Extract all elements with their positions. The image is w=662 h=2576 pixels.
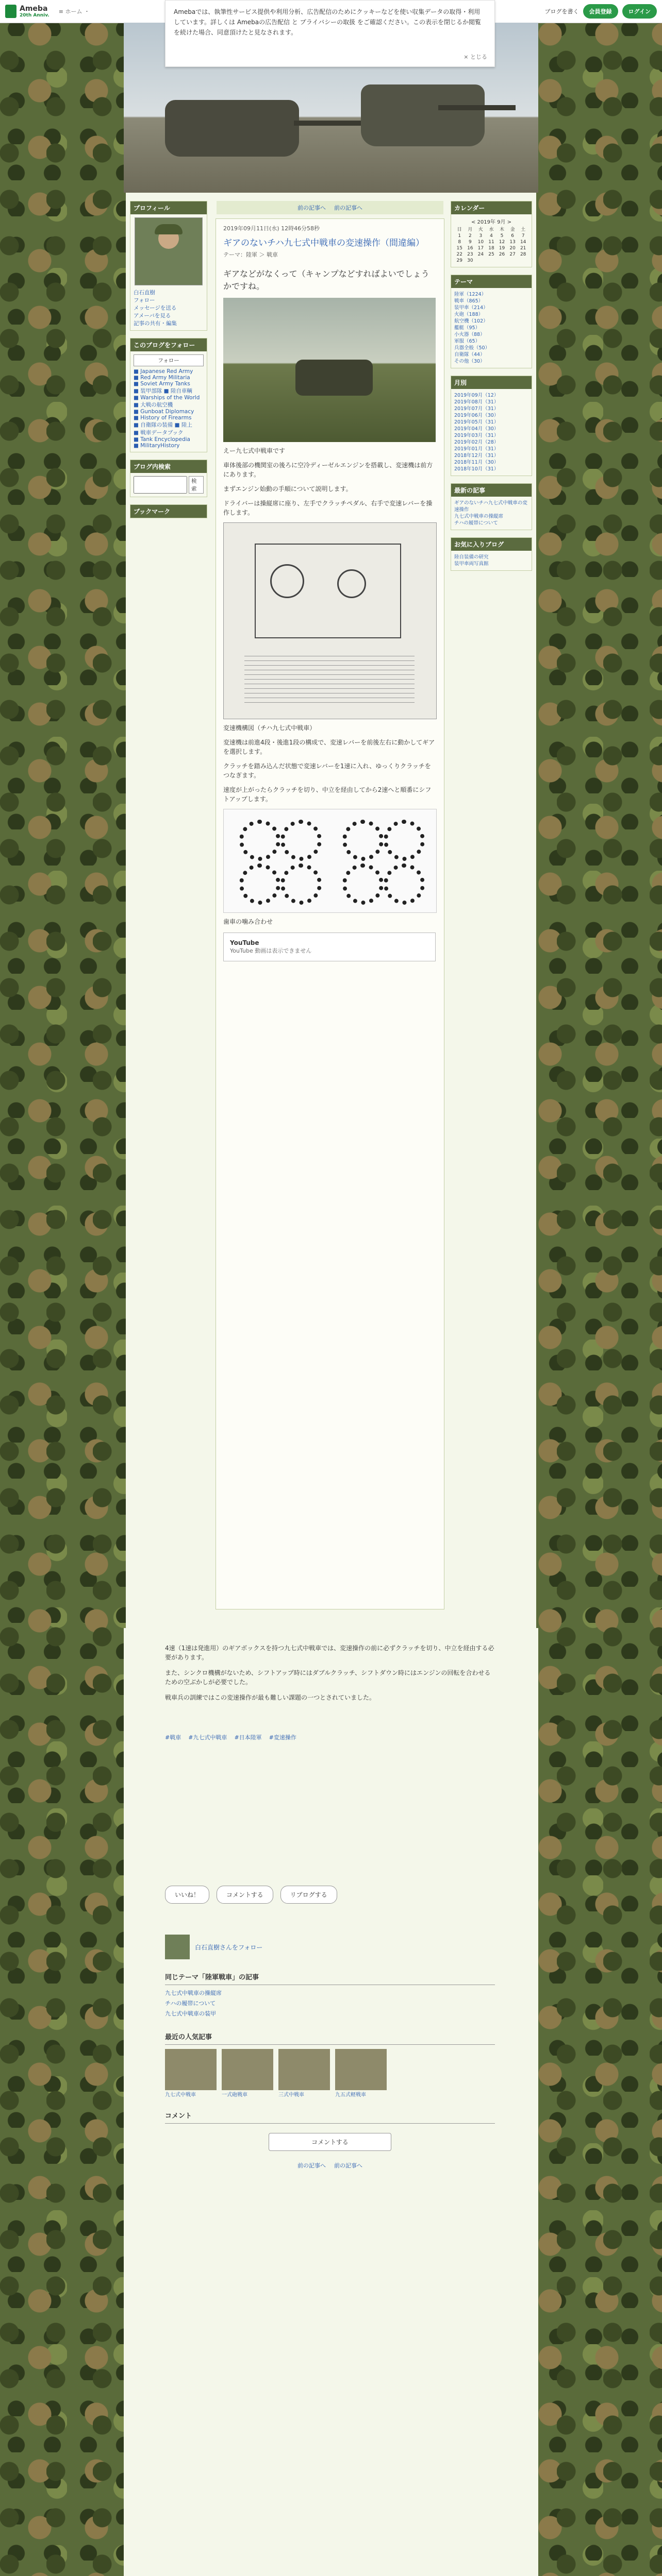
- calendar-day[interactable]: 6: [511, 233, 514, 239]
- reblog-button[interactable]: リブログする: [280, 1886, 337, 1904]
- calendar-day[interactable]: 1: [458, 233, 461, 239]
- search-box: [130, 460, 207, 497]
- article-paragraph: 速度が上がったらクラッチを切り、中立を経由してから2速へと順番にシフトアップします。: [223, 786, 432, 803]
- comment-heading: コメント: [165, 2107, 495, 2124]
- theme-item[interactable]: 自衛隊（44）: [454, 352, 485, 358]
- calendar-day[interactable]: [507, 258, 518, 264]
- calendar-weekday: 水: [489, 227, 494, 232]
- author-follow: [165, 1935, 495, 1959]
- recent-item[interactable]: ギアのないチハ九七式中戦車の変速操作: [454, 500, 527, 513]
- article-nav-top: [217, 201, 443, 214]
- article: [216, 218, 444, 1609]
- gear-icon: [384, 863, 425, 905]
- gearbox-legend: [244, 652, 415, 703]
- thumb-image: [165, 2049, 217, 2090]
- theme-item[interactable]: 装甲車（214）: [454, 305, 488, 311]
- archive-item[interactable]: 2019年02月（28）: [454, 439, 499, 445]
- youtube-label: YouTube: [230, 939, 259, 946]
- prev-article-link[interactable]: 前の記事へ: [297, 205, 326, 211]
- tank-photo: [223, 298, 436, 442]
- profile-name[interactable]: 白石直樹: [134, 290, 155, 296]
- archive-heading: 月別: [451, 376, 532, 389]
- archive-item[interactable]: 2019年06月（30）: [454, 413, 499, 418]
- archive-item[interactable]: 2019年07月（31）: [454, 406, 499, 412]
- calendar-weekday: 月: [468, 227, 473, 232]
- gearbox-gear: [270, 564, 304, 598]
- calendar-day[interactable]: 27: [509, 252, 516, 257]
- thumb-image: [278, 2049, 330, 2090]
- follow-item[interactable]: ■ History of Firearms: [134, 415, 192, 421]
- calendar-day[interactable]: 16: [467, 246, 473, 251]
- like-button[interactable]: いいね！: [165, 1886, 209, 1904]
- prev-article-link[interactable]: 前の記事へ: [297, 2162, 326, 2169]
- theme-item[interactable]: 航空機（102）: [454, 318, 488, 324]
- calendar-day[interactable]: 4: [490, 233, 493, 239]
- gear-icon: [280, 863, 322, 905]
- profile-box: [130, 201, 207, 331]
- gear-icon: [239, 863, 280, 905]
- follow-item[interactable]: ■ 装甲部隊 ■ 陸自車輌: [134, 388, 192, 394]
- calendar-day[interactable]: 23: [467, 252, 473, 257]
- calendar-day[interactable]: 9: [468, 240, 472, 245]
- gearbox-diagram: [223, 522, 437, 719]
- thumb-caption: 一式砲戦車: [222, 2092, 247, 2098]
- calendar-day[interactable]: 21: [520, 246, 526, 251]
- calendar-day[interactable]: 8: [458, 240, 461, 245]
- calendar-day[interactable]: 25: [488, 252, 494, 257]
- calendar-day[interactable]: 19: [499, 246, 505, 251]
- related-heading: 同じテーマ「陸軍戦車」の記事: [165, 1969, 495, 1985]
- author-avatar[interactable]: [165, 1935, 190, 1959]
- article-title[interactable]: ギアのないチハ九七式中戦車の変速操作（間違編）: [223, 238, 424, 248]
- calendar-day[interactable]: 13: [509, 240, 516, 245]
- tag-link[interactable]: #変速操作: [269, 1734, 296, 1741]
- bookmark-heading: ブックマーク: [130, 505, 207, 518]
- archive-item[interactable]: 2019年09月（12）: [454, 393, 499, 398]
- article-paragraph: 変速機は前進4段・後進1段の構成で、変速レバーを前後左右に動かしてギアを選択します。: [223, 739, 435, 755]
- search-button[interactable]: 検索: [189, 476, 204, 494]
- follow-heading: このブログをフォロー: [130, 338, 207, 351]
- profile-link-message[interactable]: メッセージを送る: [134, 305, 177, 311]
- tank-photo-body: [295, 360, 373, 396]
- login-button[interactable]: ログイン: [622, 4, 657, 19]
- calendar-day[interactable]: [486, 258, 497, 264]
- archive-item[interactable]: 2019年05月（31）: [454, 419, 499, 425]
- tag-list: [165, 1733, 495, 1741]
- article-paragraph: クラッチを踏み込んだ状態で変速レバーを1速に入れ、ゆっくりクラッチをつなぎます。: [223, 762, 431, 779]
- calendar-day[interactable]: 2: [468, 233, 472, 239]
- cookie-notice-text: Amebaでは、執筆性サービス提供や利用分析、広告配信のためにクッキーなどを使い収集データの取得・利用しています。詳しくは Amebaの広告配信 と プライバシーの取扱 をご確認ください。この表示を閉じるか閲覧を続けた場合、同意頂けたと見なされます。: [174, 8, 481, 36]
- gear-icon: [280, 820, 322, 861]
- calendar-box: [451, 201, 532, 267]
- calendar-day[interactable]: 7: [521, 233, 525, 239]
- calendar-day[interactable]: 29: [456, 258, 462, 263]
- follow-item[interactable]: ■ Tank Encyclopedia: [134, 436, 190, 443]
- next-article-link[interactable]: 前の記事へ: [334, 2162, 362, 2169]
- popular-thumbs: [165, 2049, 495, 2098]
- brand-name: Ameba: [20, 5, 48, 13]
- lower-paragraph: また、シンクロ機構がないため、シフトアップ時にはダブルクラッチ、シフトダウン時にはエンジンの回転を合わせるための空ぶかしが必要でした。: [165, 1669, 491, 1686]
- create-blog-link[interactable]: ブログを書く: [544, 8, 579, 15]
- recent-item[interactable]: 九七式中戦車の操縦席: [454, 514, 504, 519]
- related-item[interactable]: 九七式中戦車の操縦席: [165, 1990, 222, 1996]
- follow-item[interactable]: ■ Gunboat Diplomacy: [134, 409, 194, 415]
- theme-item[interactable]: 陸軍（1224）: [454, 292, 487, 297]
- archive-item[interactable]: 2019年01月（31）: [454, 446, 499, 452]
- related-item[interactable]: 九七式中戦車の装甲: [165, 2010, 216, 2017]
- avatar[interactable]: [135, 217, 203, 285]
- recent-item[interactable]: チハの履帯について: [454, 520, 498, 526]
- calendar-day[interactable]: [518, 258, 528, 264]
- favorite-item[interactable]: 陸自装備の研究: [454, 554, 489, 560]
- related-item[interactable]: チハの履帯について: [165, 2000, 216, 2007]
- tag-link[interactable]: #日本陸軍: [234, 1734, 262, 1741]
- lower-section: [124, 1628, 538, 2576]
- favorite-item[interactable]: 装甲車両写真館: [454, 561, 489, 567]
- youtube-sub: YouTube 動画は表示できません: [230, 947, 312, 954]
- calendar-weekday: 金: [510, 227, 515, 232]
- calendar-day[interactable]: 3: [479, 233, 483, 239]
- gear-icon: [342, 820, 384, 861]
- follow-button[interactable]: フォロー: [134, 354, 204, 366]
- follow-box: [130, 338, 207, 452]
- gears-caption: 歯車の噛み合わせ: [223, 918, 273, 925]
- theme-item[interactable]: 兵器全般（50）: [454, 345, 490, 351]
- ameba-logo[interactable]: [5, 5, 49, 18]
- calendar-month[interactable]: < 2019年 9月 >: [471, 219, 512, 225]
- cookie-notice: [165, 0, 495, 67]
- follow-item[interactable]: ■ Warships of the World: [134, 395, 200, 401]
- photo-caption: えー九七式中戦車です: [223, 447, 286, 454]
- follow-item[interactable]: ■ Soviet Army Tanks: [134, 381, 190, 387]
- recent-box: [451, 483, 532, 530]
- archive-box: [451, 376, 532, 476]
- calendar-day[interactable]: [496, 258, 507, 264]
- follow-item[interactable]: ■ Red Army Militaria: [134, 375, 190, 381]
- calendar-table: [454, 225, 528, 264]
- calendar-heading: カレンダー: [451, 201, 532, 214]
- article-paragraph: 車体後部の機関室の後ろに空冷ディーゼルエンジンを搭載し、変速機は前方にあります。: [223, 462, 433, 478]
- calendar-weekday: 土: [521, 227, 526, 232]
- popular-thumb[interactable]: [335, 2049, 387, 2098]
- thumb-caption: 九五式軽戦車: [335, 2092, 366, 2098]
- calendar-day[interactable]: 18: [488, 246, 494, 251]
- thumb-image: [222, 2049, 273, 2090]
- follow-item[interactable]: ■ 大戦の航空機: [134, 402, 173, 408]
- gears-figure: [223, 809, 437, 913]
- youtube-embed[interactable]: [223, 933, 436, 961]
- calendar-day[interactable]: 30: [467, 258, 473, 263]
- calendar-day[interactable]: 11: [488, 240, 494, 245]
- profile-stats[interactable]: 記事の共有・編集: [134, 320, 177, 327]
- article-paragraph: ドライバーは操縦席に座り、左手でクラッチペダル、右手で変速レバーを操作します。: [223, 500, 433, 516]
- archive-item[interactable]: 2019年08月（31）: [454, 399, 499, 405]
- gear-icon: [384, 820, 425, 861]
- search-heading: ブログ内検索: [130, 460, 207, 473]
- avatar-helmet: [155, 224, 183, 234]
- thumb-image: [335, 2049, 387, 2090]
- calendar-weekday: 日: [457, 227, 462, 232]
- gear-icon: [342, 863, 384, 905]
- calendar-weekday: 火: [478, 227, 483, 232]
- cookie-notice-close[interactable]: × とじる: [464, 54, 487, 60]
- profile-link-follow[interactable]: フォロー: [134, 297, 155, 303]
- gearbox-gear: [337, 569, 366, 598]
- bookmark-box: [130, 504, 207, 518]
- theme-item[interactable]: 火砲（188）: [454, 312, 484, 317]
- popular-thumb[interactable]: [165, 2049, 217, 2098]
- article-theme[interactable]: テーマ：陸軍 ＞ 戦車: [223, 251, 278, 258]
- profile-link-ameba[interactable]: アメーバを見る: [134, 313, 171, 319]
- archive-item[interactable]: 2019年03月（31）: [454, 433, 499, 438]
- article-nav-bottom: [165, 2161, 495, 2170]
- theme-item[interactable]: その他（30）: [454, 359, 485, 364]
- calendar-day[interactable]: 20: [509, 246, 516, 251]
- theme-item[interactable]: 軍服（65）: [454, 338, 481, 344]
- favorite-box: [451, 537, 532, 571]
- thumb-caption: 九七式中戦車: [165, 2092, 196, 2098]
- follow-item[interactable]: ■ MilitaryHistory: [134, 443, 180, 449]
- article-date: 2019年09月11日(水) 12時46分58秒: [223, 225, 320, 232]
- thumb-caption: 三式中戦車: [278, 2092, 304, 2098]
- register-button[interactable]: 会員登録: [583, 4, 618, 19]
- archive-item[interactable]: 2018年11月（30）: [454, 460, 499, 465]
- calendar-day[interactable]: 14: [520, 240, 526, 245]
- calendar-day[interactable]: 26: [499, 252, 505, 257]
- diagram-caption: 変速機構図（チハ九七式中戦車）: [223, 724, 316, 732]
- calendar-day[interactable]: 10: [477, 240, 484, 245]
- tank-left: [165, 100, 299, 157]
- tag-link[interactable]: #戦車: [165, 1734, 181, 1741]
- recent-heading: 最新の記事: [451, 484, 532, 497]
- follow-item[interactable]: ■ 戦車データブック: [134, 430, 184, 436]
- ameba-mark-icon: [5, 5, 16, 18]
- tank-right: [361, 84, 485, 146]
- follow-item[interactable]: ■ Japanese Red Army: [134, 368, 193, 375]
- author-follow-label[interactable]: 白石直樹さんをフォロー: [195, 1943, 263, 1951]
- theme-box: [451, 275, 532, 368]
- brand-sub: 20th Anniv.: [20, 13, 49, 18]
- calendar-day[interactable]: 12: [499, 240, 505, 245]
- calendar-day[interactable]: 5: [500, 233, 504, 239]
- archive-item[interactable]: 2019年04月（30）: [454, 426, 499, 432]
- article-paragraph: まずエンジン始動の手順について説明します。: [223, 485, 352, 493]
- theme-item[interactable]: 艦艇（95）: [454, 325, 481, 331]
- profile-heading: プロフィール: [130, 201, 207, 214]
- theme-heading: テーマ: [451, 275, 532, 288]
- follow-item[interactable]: ■ 自衛隊の装備 ■ 陸上: [134, 422, 192, 428]
- theme-item[interactable]: 小火器（88）: [454, 332, 485, 337]
- next-article-link[interactable]: 前の記事へ: [334, 205, 362, 211]
- popular-heading: 最近の人気記事: [165, 2028, 495, 2045]
- calendar-day[interactable]: 15: [456, 246, 462, 251]
- tank-barrel: [438, 105, 516, 110]
- top-nav[interactable]: ≡ ホーム ・: [58, 8, 90, 15]
- theme-item[interactable]: 戦車（865）: [454, 298, 484, 304]
- favorite-heading: お気に入りブログ: [451, 538, 532, 551]
- comment-button[interactable]: コメントする: [217, 1886, 273, 1904]
- calendar-day[interactable]: 24: [477, 252, 484, 257]
- gear-icon: [239, 820, 280, 861]
- tag-link[interactable]: #九七式中戦車: [188, 1734, 227, 1741]
- search-input[interactable]: [134, 476, 187, 494]
- share-bar: [165, 1886, 495, 1904]
- lower-paragraph: 戦車兵の訓練ではこの変速操作が最も難しい課題の一つとされていました。: [165, 1694, 376, 1701]
- calendar-day[interactable]: 28: [520, 252, 526, 257]
- archive-item[interactable]: 2018年12月（31）: [454, 453, 499, 459]
- popular-thumb[interactable]: [222, 2049, 273, 2098]
- popular-thumb[interactable]: [278, 2049, 330, 2098]
- archive-item[interactable]: 2018年10月（31）: [454, 466, 499, 472]
- calendar-day[interactable]: 17: [477, 246, 484, 251]
- lower-paragraph: 4速（1速は発進用）のギアボックスを持つ九七式中戦車では、変速操作の前に必ずクラッチを切り、中立を経由する必要があります。: [165, 1645, 494, 1661]
- calendar-weekday: 木: [500, 227, 505, 232]
- comment-submit-button[interactable]: コメントする: [269, 2133, 391, 2151]
- calendar-day[interactable]: [475, 258, 486, 264]
- article-lead: ギアなどがなくって（キャンプなどすればよいでしょうかですね。: [223, 269, 429, 291]
- calendar-day[interactable]: 22: [456, 252, 462, 257]
